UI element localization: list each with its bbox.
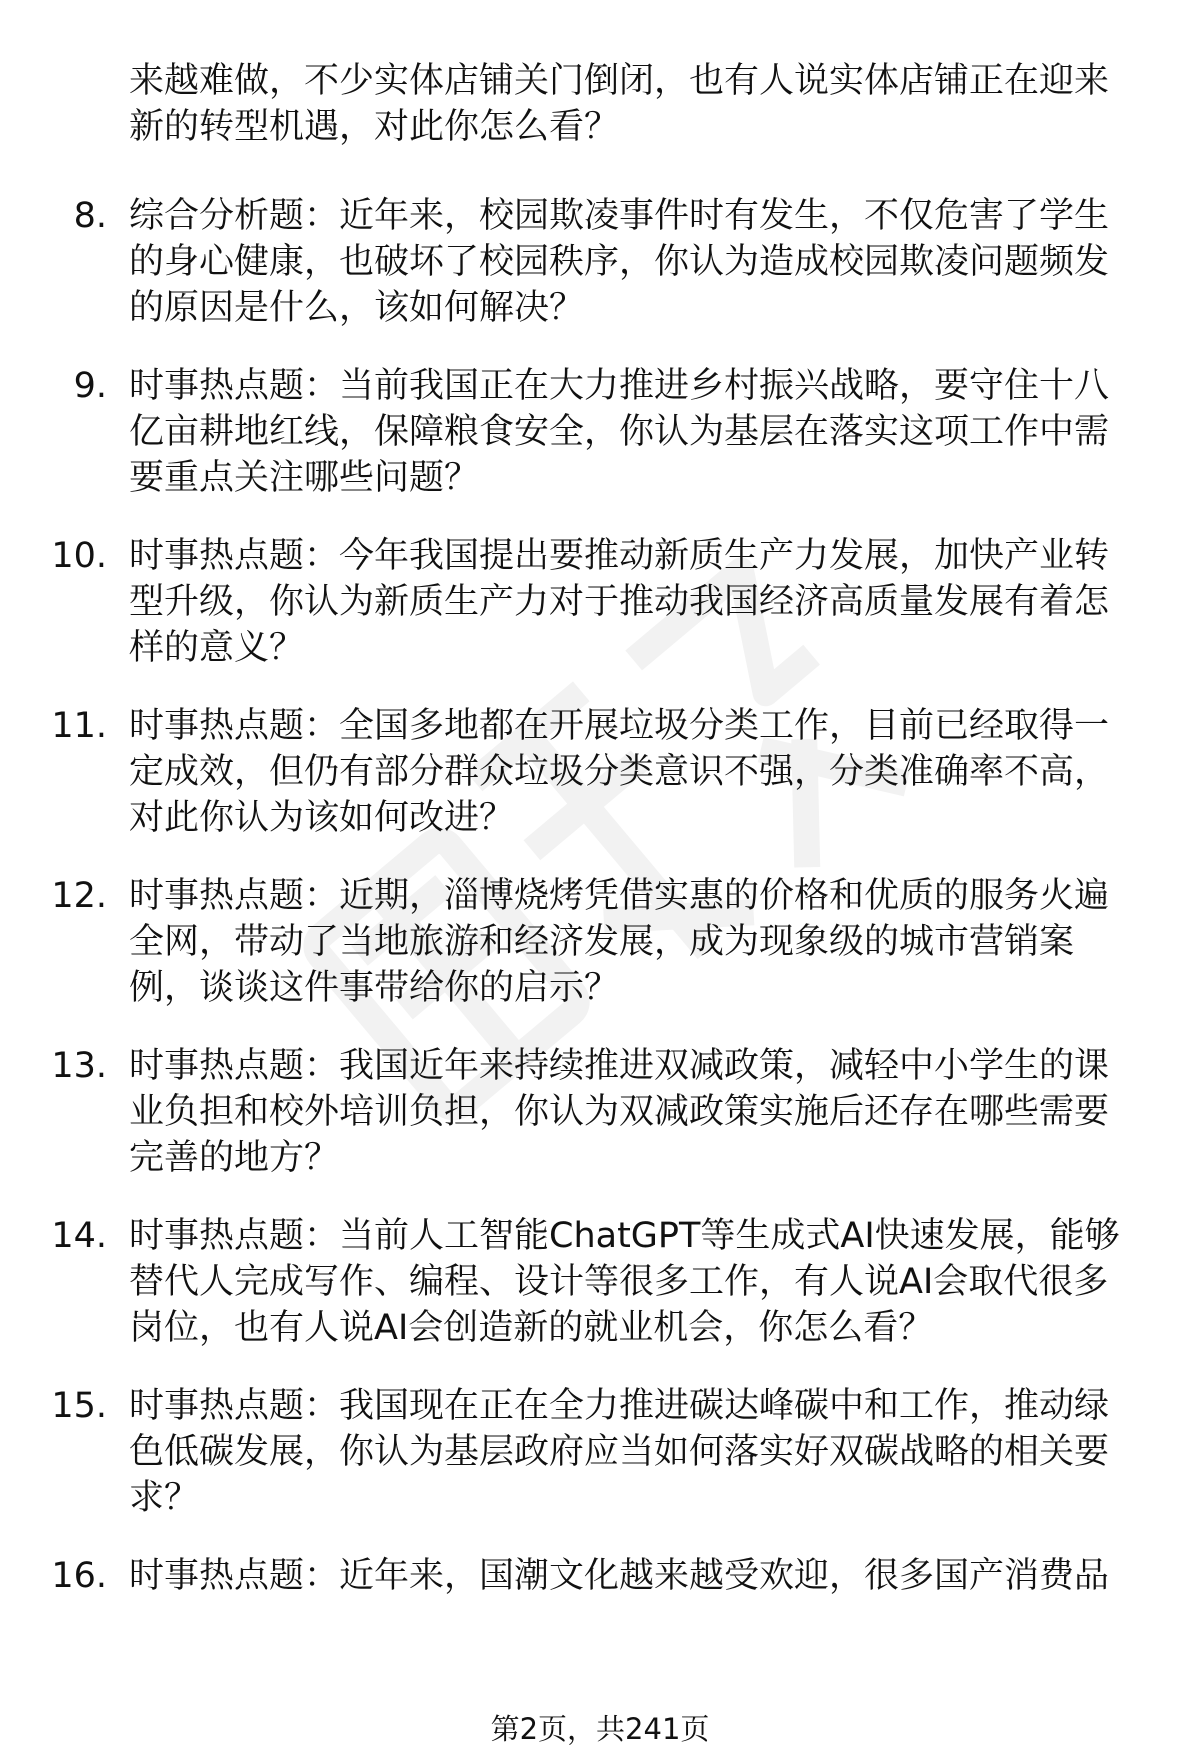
question-number: 13. [51, 1046, 107, 1086]
question-item-16 [0, 1553, 1200, 1599]
question-text: 时事热点题：全国多地都在开展垃圾分类工作，目前已经取得一定成效，但仍有部分群众垃圾分类意识不强，分类准确率不高，对此你认为该如何改进？ [129, 706, 1110, 838]
question-text: 时事热点题：我国现在正在全力推进碳达峰碳中和工作，推动绿色低碳发展，你认为基层政府应当如何落实好双碳战略的相关要求？ [129, 1386, 1110, 1518]
question-item-9 [0, 363, 1200, 501]
question-item-13 [0, 1043, 1200, 1181]
question-number: 16. [51, 1556, 107, 1596]
question-number: 12. [51, 876, 107, 916]
question-item-10 [0, 533, 1200, 671]
question-number: 15. [51, 1386, 107, 1426]
question-list [0, 193, 1200, 1631]
question-text: 时事热点题：当前人工智能ChatGPT等生成式AI快速发展，能够替代人完成写作、编程、设计等很多工作，有人说AI会取代很多岗位，也有人说AI会创造新的就业机会，你怎么看？ [129, 1216, 1120, 1348]
question-item-11 [0, 703, 1200, 841]
page-footer [0, 1710, 1200, 1748]
question-number: 8. [73, 196, 107, 236]
question-text: 时事热点题：近年来，国潮文化越来越受欢迎，很多国产消费品 [129, 1556, 1110, 1596]
continuation-paragraph: 来越难做，不少实体店铺关门倒闭，也有人说实体店铺正在迎来新的转型机遇，对此你怎么看？ [129, 61, 1110, 147]
question-number: 14. [51, 1216, 107, 1256]
page-number-label: 第2页，共241页 [490, 1712, 710, 1746]
question-text: 时事热点题：今年我国提出要推动新质生产力发展，加快产业转型升级，你认为新质生产力对于推动我国经济高质量发展有着怎样的意义？ [129, 536, 1110, 668]
question-item-8 [0, 193, 1200, 331]
question-item-15 [0, 1383, 1200, 1521]
question-text: 时事热点题：我国近年来持续推进双减政策，减轻中小学生的课业负担和校外培训负担，你认为双减政策实施后还存在哪些需要完善的地方？ [129, 1046, 1110, 1178]
question-text: 综合分析题：近年来，校园欺凌事件时有发生，不仅危害了学生的身心健康，也破坏了校园秩序，你认为造成校园欺凌问题频发的原因是什么，该如何解决？ [129, 196, 1110, 328]
question-number: 9. [73, 366, 107, 406]
question-number: 10. [51, 536, 107, 576]
question-item-14 [0, 1213, 1200, 1351]
question-number: 11. [51, 706, 107, 746]
question-text: 时事热点题：当前我国正在大力推进乡村振兴战略，要守住十八亿亩耕地红线，保障粮食安全，你认为基层在落实这项工作中需要重点关注哪些问题？ [129, 366, 1110, 498]
question-item-12 [0, 873, 1200, 1011]
question-text: 时事热点题：近期，淄博烧烤凭借实惠的价格和优质的服务火遍全网，带动了当地旅游和经济发展，成为现象级的城市营销案例，谈谈这件事带给你的启示？ [129, 876, 1110, 1008]
